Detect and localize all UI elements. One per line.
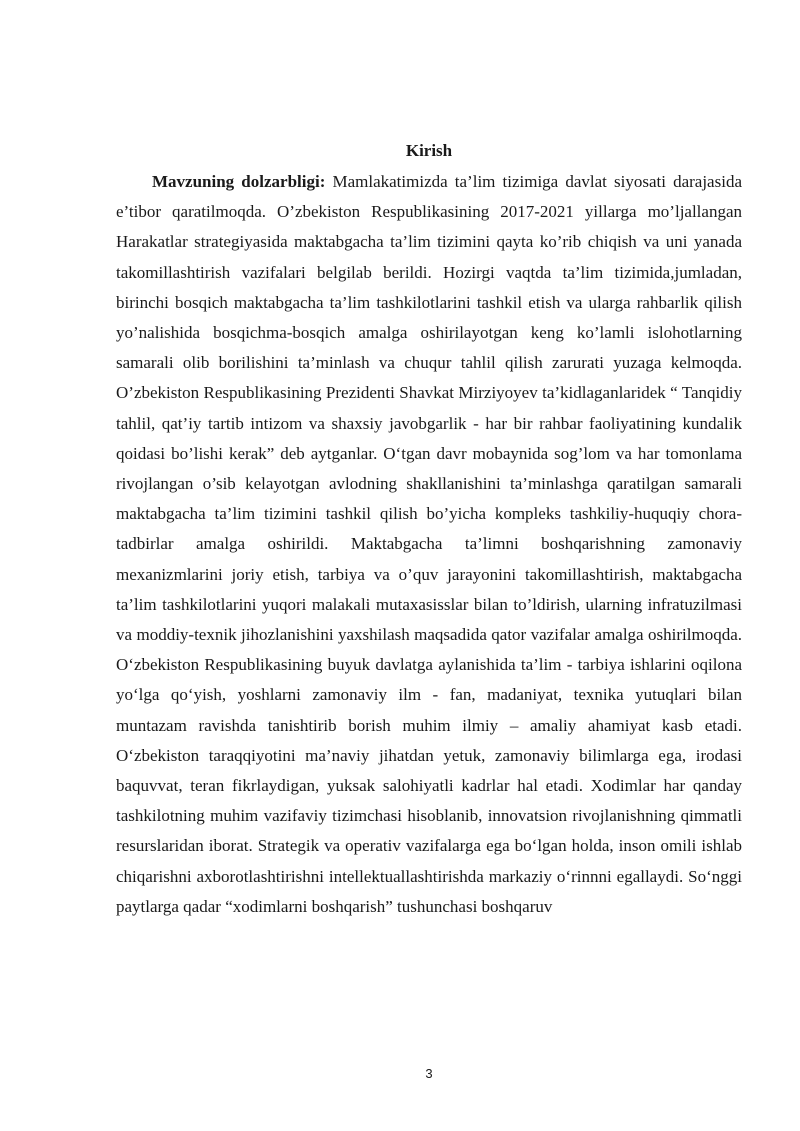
body-paragraph	[116, 167, 742, 922]
paragraph-text: Mamlakatimizda ta’lim tizimiga davlat siyosati darajasida e’tibor qaratilmoqda. O’zbekiston Respublikasining 2017-2021 yillarga mo’ljallangan Harakatlar strategiyasida maktabgacha ta’lim tizimini qayta ko’rib chiqish va uni yanada takomillashtirish vazifalari belgilab berildi. Hozirgi vaqtda ta’lim tizimida,jumladan, birinchi bosqich maktabgacha ta’lim tashkilotlarini tashkil etish va ularga rahbarlik qilish yo’nalishida bosqichma-bosqich amalga oshirilayotgan keng ko’lamli islohotlarning samarali olib borilishini ta’minlash va chuqur tahlil qilish zarurati yuzaga kelmoqda. O’zbekiston Respublikasining Prezidenti Shavkat Mirziyoyev ta’kidlaganlaridek “ Tanqidiy tahlil, qat’iy tartib intizom va shaxsiy javobgarlik - har bir rahbar faoliyatining kundalik qoidasi bo’lishi kerak” deb aytganlar. O‘tgan davr mobaynida sog’lom va har tomonlama rivojlangan o’sib kelayotgan avlodning shakllanishini ta’minlashga qaratilgan samarali maktabgacha ta’lim tizimini tashkil qilish bo’yicha kompleks tashkiliy-huquqiy chora-tadbirlar amalga oshirildi. Maktabgacha ta’limni boshqarishning zamonaviy mexanizmlarini joriy etish, tarbiya va o’quv jarayonini takomillashtirish, maktabgacha ta’lim tashkilotlarini yuqori malakali mutaxasisslar bilan to’ldirish, ularning infratuzilmasi va moddiy-texnik jihozlanishini yaxshilash maqsadida qator vazifalar amalga oshirilmoqda. O‘zbekiston Respublikasining buyuk davlatga aylanishida ta’lim - tarbiya ishlarini oqilona yo‘lga qo‘yish, yoshlarni zamonaviy ilm - fan, madaniyat, texnika yutuqlari bilan muntazam ravishda tanishtirib borish muhim ilmiy – amaliy ahamiyat kasb etadi. O‘zbekiston taraqqiyotini ma’naviy jihatdan yetuk, zamonaviy bilimlarga ega, irodasi baquvvat, teran fikrlaydigan, yuksak salohiyatli kadrlar hal etadi. Xodimlar har qanday tashkilotning muhim vazifaviy tizimchasi hisoblanib, innovatsion rivojlanishning qimmatli resurslaridan iborat. Strategik va operativ vazifalarga ega bo‘lgan holda, inson omili ishlab chiqarishni axborotlashtirishni intellektuallashtirishda markaziy o‘rinnni egallaydi. So‘nggi paytlarga qadar “xodimlarni boshqarish” tushunchasi boshqaruv	[116, 172, 742, 916]
page-number: 3	[425, 1066, 433, 1081]
section-heading: Kirish	[405, 141, 453, 160]
lead-phrase: Mavzuning dolzarbligi:	[152, 172, 326, 191]
